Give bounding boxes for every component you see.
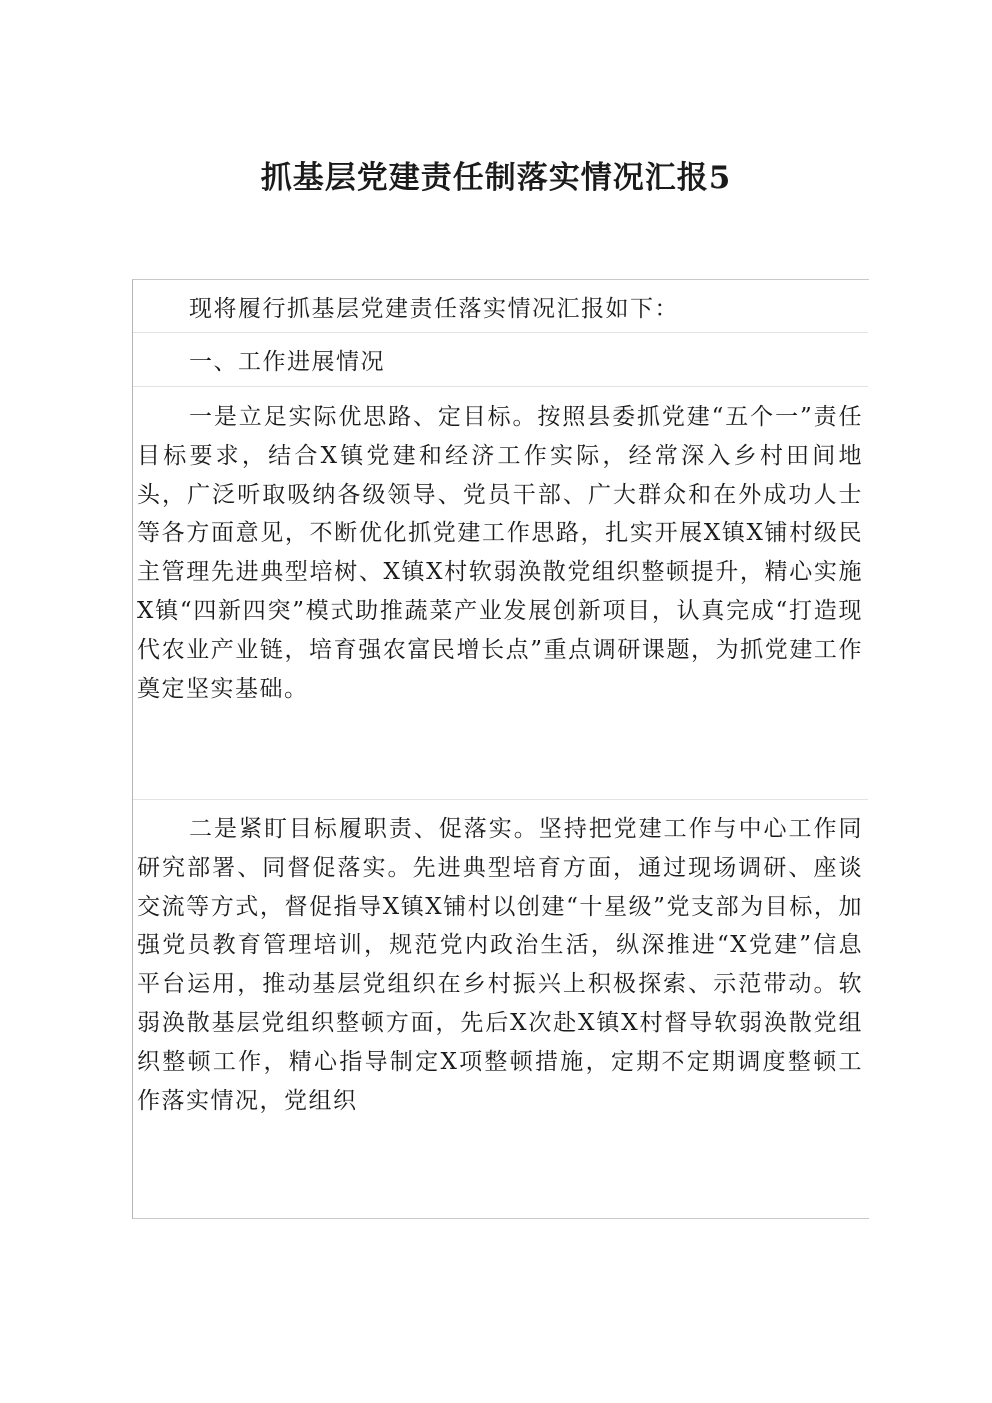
document-title: 抓基层党建责任制落实情况汇报5: [260, 160, 732, 196]
section-heading: 一、工作进展情况: [189, 349, 385, 375]
intro-paragraph: 现将履行抓基层党建责任落实情况汇报如下：: [189, 296, 679, 322]
point-two-paragraph: 二是紧盯目标履职责、促落实。坚持把党建工作与中心工作同研究部署、同督促落实。先进典型培育方面，通过现场调研、座谈交流等方式，督促指导X镇X铺村以创建“十星级”党支部为目标，加强党员教育管理培训，规范党内政治生活，纵深推进“X党建”信息平台运用，推动基层党组织在乡村振兴上积极探索、示范带动。软弱涣散基层党组织整顿方面，先后X次赴X镇X村督导软弱涣散党组织整顿工作，精心指导制定X项整顿措施，定期不定期调度整顿工作落实情况，党组织: [137, 816, 863, 1114]
row-divider: [133, 386, 868, 387]
document-body: [132, 279, 869, 1219]
row-divider: [133, 799, 868, 800]
row-divider: [133, 332, 868, 333]
point-one-paragraph: 一是立足实际优思路、定目标。按照县委抓党建“五个一”责任目标要求，结合X镇党建和经济工作实际，经常深入乡村田间地头，广泛听取吸纳各级领导、党员干部、广大群众和在外成功人士等各方面意见，不断优化抓党建工作思路，扎实开展X镇X铺村级民主管理先进典型培树、X镇X村软弱涣散党组织整顿提升，精心实施X镇“四新四突”模式助推蔬菜产业发展创新项目，认真完成“打造现代农业产业链，培育强农富民增长点”重点调研课题，为抓党建工作奠定坚实基础。: [137, 404, 863, 702]
